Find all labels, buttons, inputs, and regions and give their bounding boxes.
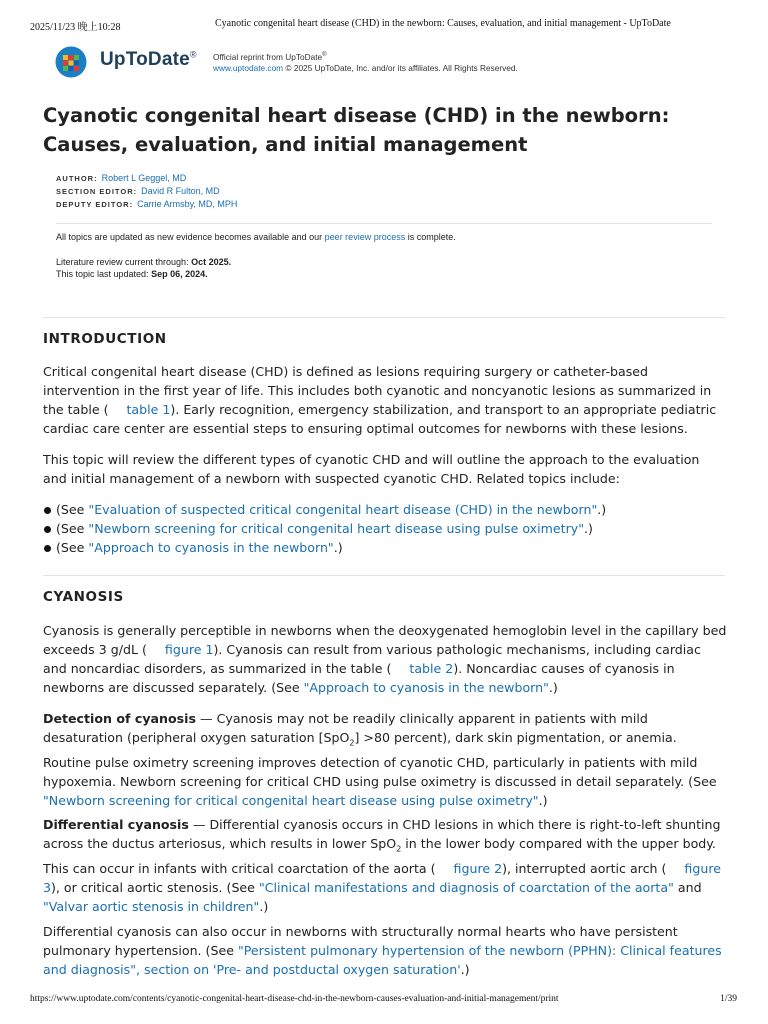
related-topic-link[interactable]: "Evaluation of suspected critical congenital heart disease (CHD) in the newborn"	[88, 502, 598, 517]
list-item: (See "Newborn screening for critical congenital heart disease using pulse oximetry".)	[43, 519, 606, 538]
pphn-link[interactable]: "Persistent pulmonary hypertension of the newborn (PPHN): Clinical features and diagnosis", section on 'Pre- and postductal oxygen saturation'	[43, 943, 722, 977]
credit-deputy-editor: DEPUTY EDITOR: Carrie Armsby, MD, MPH	[56, 199, 238, 209]
author-link[interactable]: Robert L Geggel, MD	[101, 173, 187, 183]
credit-author: AUTHOR: Robert L Geggel, MD	[56, 173, 187, 183]
last-updated-date: Sep 06, 2024.	[151, 269, 208, 279]
print-doc-title: Cyanotic congenital heart disease (CHD) in the newborn: Causes, evaluation, and initial management - UpToDate	[215, 18, 671, 29]
divider	[43, 317, 725, 318]
article-title: Cyanotic congenital heart disease (CHD) in the newborn: Causes, evaluation, and initial management	[43, 104, 670, 156]
brand-name: UpToDate®	[100, 49, 197, 70]
divider	[56, 223, 712, 224]
related-topics-list	[43, 500, 606, 557]
deputy-editor-link[interactable]: Carrie Armsby, MD, MPH	[137, 199, 238, 209]
table-1-link[interactable]: table 1	[126, 402, 171, 417]
list-item: (See "Evaluation of suspected critical congenital heart disease (CHD) in the newborn".)	[43, 500, 606, 519]
section-heading-introduction: INTRODUCTION	[43, 331, 167, 347]
cyanosis-paragraph-1: Cyanosis is generally perceptible in newborns when the deoxygenated hemoglobin level in the capillary bed exceeds 3 g/dL ( figure 1). Cyanosis can result from various pathologic mechanisms, including cardiac and noncardiac disorders, as summarized in the table ( table 2). Noncardiac causes of cyanosis in newborns are discussed separately. (See "Approach to cyanosis in the newborn".)	[43, 623, 727, 695]
print-date: 2025/11/23 晚上10:28	[30, 22, 121, 33]
related-topic-link[interactable]: "Newborn screening for critical congenital heart disease using pulse oximetry"	[88, 521, 585, 536]
intro-paragraph-1: Critical congenital heart disease (CHD) is defined as lesions requiring surgery or catheter-based intervention in the first year of life. This includes both cyanotic and noncyanotic lesions as summarized in the table ( table 1). Early recognition, emergency stabilization, and transport to an appropriate pediatric cardiac care center are essential steps to ensuring optimal outcomes for newborns with these lesions.	[43, 364, 717, 436]
pphn-paragraph: Differential cyanosis can also occur in newborns with structurally normal hearts who have persistent pulmonary hypertension. (See "Persistent pulmonary hypertension of the newborn (PPHN): Clinical features and diagnosis", section on 'Pre- and postductal oxygen saturation'.)	[43, 924, 722, 977]
peer-review-link[interactable]: peer review process	[324, 232, 406, 242]
credit-section-editor: SECTION EDITOR: David R Fulton, MD	[56, 186, 220, 196]
reprint-notice: Official reprint from UpToDate® www.uptodate.com © 2025 UpToDate, Inc. and/or its affiliates. All Rights Reserved.	[213, 51, 518, 73]
figure-3-link[interactable]: figure 3	[43, 860, 721, 895]
list-item: (See "Approach to cyanosis in the newborn".)	[43, 538, 606, 557]
review-dates: Literature review current through: Oct 2025. This topic last updated: Sep 06, 2024.	[56, 257, 232, 279]
table-2-link[interactable]: table 2	[409, 661, 454, 676]
print-url: https://www.uptodate.com/contents/cyanotic-congenital-heart-disease-chd-in-the-newborn-causes-evaluation-and-initial-management/print	[30, 994, 559, 1004]
related-topic-link[interactable]: "Approach to cyanosis in the newborn"	[88, 540, 334, 555]
figure-1-link[interactable]: figure 1	[164, 642, 214, 657]
reprint-line: Official reprint from UpToDate	[213, 51, 323, 62]
detection-heading: Detection of cyanosis	[43, 711, 196, 726]
update-notice: All topics are updated as new evidence becomes available and our peer review process is complete.	[56, 232, 456, 242]
page-number: 1/39	[720, 994, 737, 1004]
cyanosis-topic-link[interactable]: "Approach to cyanosis in the newborn"	[303, 680, 549, 695]
divider	[43, 575, 725, 576]
lit-review-date: Oct 2025.	[191, 257, 232, 267]
figure-2-link[interactable]: figure 2	[453, 860, 503, 876]
uptodate-link[interactable]: www.uptodate.com	[213, 62, 284, 73]
uptodate-logo-icon	[55, 46, 87, 78]
differential-heading: Differential cyanosis	[43, 817, 189, 832]
copyright-text: © 2025 UpToDate, Inc. and/or its affiliates. All Rights Reserved.	[283, 62, 518, 73]
section-editor-link[interactable]: David R Fulton, MD	[141, 186, 220, 196]
section-heading-cyanosis: CYANOSIS	[43, 589, 124, 605]
aortic-stenosis-link[interactable]: "Valvar aortic stenosis in children"	[43, 898, 260, 914]
differential-paragraph: Differential cyanosis — Differential cyanosis occurs in CHD lesions in which there is right-to-left shunting across the ductus arteriosus, which results in lower SpO$_2$ in the lower body compared with the upper body. This can occur in infants with critical coarctation of the aorta ( figure 2), interrupted aortic arch ( figure 3), or critical aortic stenosis. (See "Clinical manifestations and diagnosis of coarctation of the aorta" and "Valvar aortic stenosis in children".)	[43, 817, 721, 914]
intro-paragraph-2: This topic will review the different types of cyanotic CHD and will outline the approach to the evaluation and initial management of a newborn with suspected cyanotic CHD. Related topics include:	[43, 452, 700, 486]
coarctation-link[interactable]: "Clinical manifestations and diagnosis of coarctation of the aorta"	[258, 879, 674, 895]
credits	[56, 172, 237, 211]
pulse-oximetry-link[interactable]: "Newborn screening for critical congenital heart disease using pulse oximetry"	[43, 792, 539, 808]
detection-paragraph: Detection of cyanosis — Cyanosis may not be readily clinically apparent in patients with mild desaturation (peripheral oxygen saturation [SpO$_2$] >80 percent), dark skin pigmentation, or anemia. Routine pulse oximetry screening improves detection of cyanotic CHD, particularly in patients with mild hypoxemia. Newborn screening for critical CHD using pulse oximetry is discussed in detail separately. (See "Newborn screening for critical congenital heart disease using pulse oximetry".)	[43, 711, 717, 808]
